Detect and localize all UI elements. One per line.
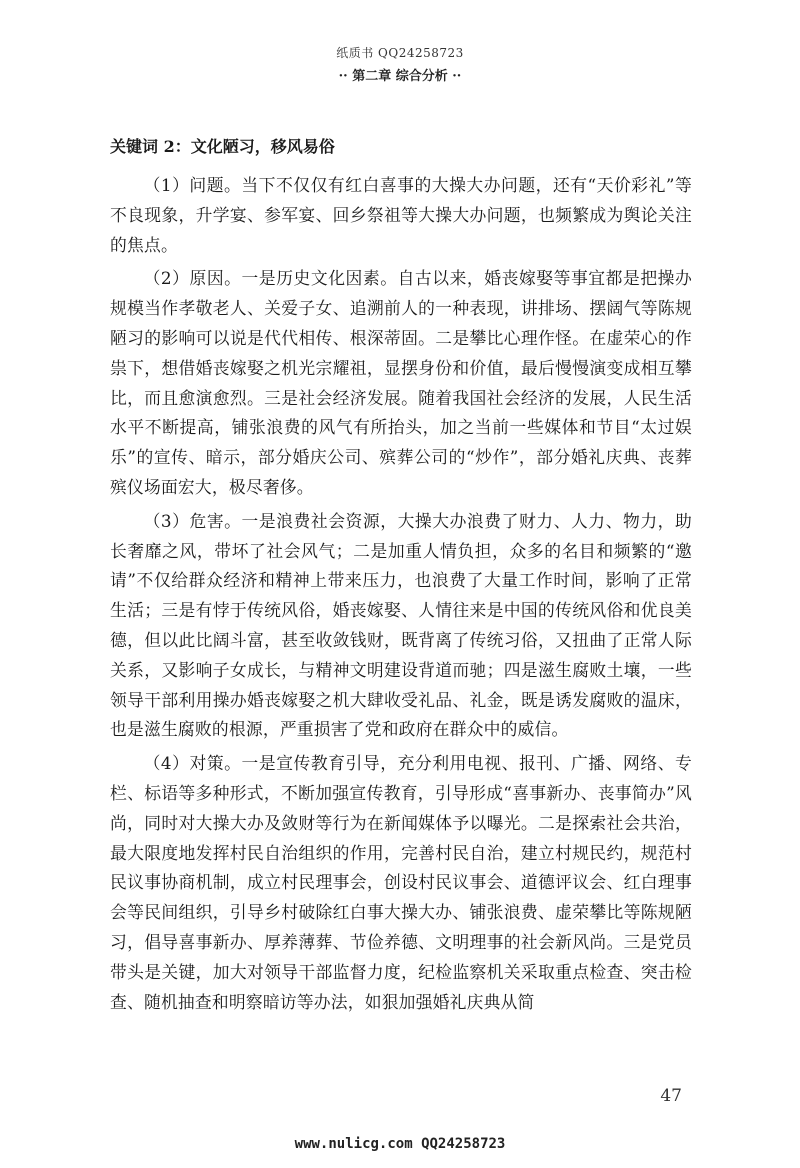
page-body <box>110 132 692 1021</box>
page-number: 47 <box>660 1086 682 1106</box>
running-header <box>0 44 800 84</box>
paragraph-countermeasures: （4）对策。一是宣传教育引导，充分利用电视、报刊、广播、网络、专栏、标语等多种形式，不断加强宣传教育，引导形成“喜事新办、丧事简办”风尚，同时对大操大办及敛财等行为在新闻媒体予以曝光。二是探索社会共治，最大限度地发挥村民自治组织的作用，完善村民自治，建立村规民约，规范村民议事协商机制，成立村民理事会，创设村民议事会、道德评议会、红白理事会等民间组织，引导乡村破除红白事大操大办、铺张浪费、虚荣攀比等陈规陋习，倡导喜事新办、厚养薄葬、节俭养德、文明理事的社会新风尚。三是党员带头是关键，加大对领导干部监督力度，纪检监察机关采取重点检查、突击检查、随机抽查和明察暗访等办法，如狠加强婚礼庆典从简 <box>110 753 692 1012</box>
footer-watermark: www.nulicg.com QQ24258723 <box>294 1136 506 1152</box>
paragraph-problem: （1）问题。当下不仅仅有红白喜事的大操大办问题，还有“天价彩礼”等不良现象，升学宴、参军宴、回乡祭祖等大操大办问题，也频繁成为舆论关注的焦点。 <box>110 175 692 255</box>
section-heading: 关键词 2：文化陋习，移风易俗 <box>110 137 335 156</box>
paragraph-causes: （2）原因。一是历史文化因素。自古以来，婚丧嫁娶等事宜都是把操办规模当作孝敬老人、关爱子女、追溯前人的一种表现，讲排场、摆阔气等陈规陋习的影响可以说是代代相传、根深蒂固。二是攀比心理作怪。在虚荣心的作祟下，想借婚丧嫁娶之机光宗耀祖，显摆身份和价值，最后慢慢演变成相互攀比，而且愈演愈烈。三是社会经济发展。随着我国社会经济的发展，人民生活水平不断提高，铺张浪费的风气有所抬头，加之当前一些媒体和节目“太过娱乐”的宣传、暗示，部分婚庆公司、殡葬公司的“炒作”，部分婚礼庆典、丧葬殡仪场面宏大，极尽奢侈。 <box>110 268 692 497</box>
paragraph-harms: （3）危害。一是浪费社会资源，大操大办浪费了财力、人力、物力，助长奢靡之风，带坏了社会风气；二是加重人情负担，众多的名目和频繁的“邀请”不仅给群众经济和精神上带来压力，也浪费了大量工作时间，影响了正常生活；三是有悖于传统风俗，婚丧嫁娶、人情往来是中国的传统风俗和优良美德，但以此比阔斗富，甚至收敛钱财，既背离了传统习俗，又扭曲了正常人际关系，又影响子女成长，与精神文明建设背道而驰；四是滋生腐败土壤，一些领导干部利用操办婚丧嫁娶之机大肆收受礼品、礼金，既是诱发腐败的温床，也是滋生腐败的根源，严重损害了党和政府在群众中的威信。 <box>110 510 692 740</box>
header-source-line: 纸质书 QQ24258723 <box>336 46 464 60</box>
header-chapter-title: ·· 第二章 综合分析 ·· <box>338 69 462 84</box>
